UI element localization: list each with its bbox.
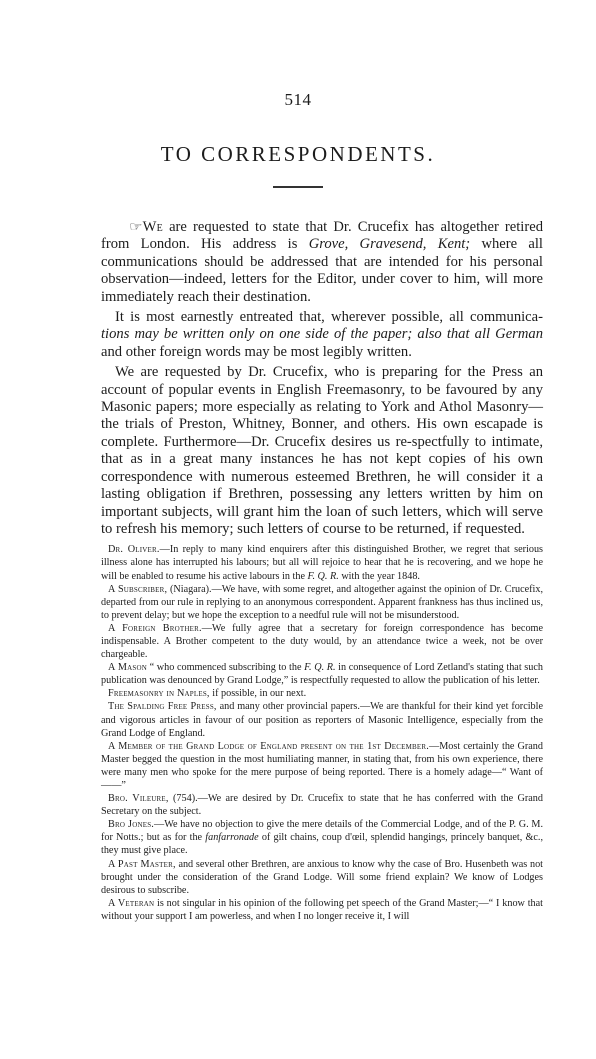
notice-item — [101, 583, 543, 622]
notice-text-tail: in consequence of Lord Zetland's stating that such publication was denounced by Grand Lodge,” is respectfully requested to allow the publication of his letter. — [101, 662, 543, 687]
notice-heading: Bro. Vileure, — [108, 793, 169, 805]
paragraph-text: and other foreign words may be most legibly written. — [101, 343, 412, 360]
title-rule — [273, 186, 323, 188]
notice-item — [101, 622, 543, 661]
notice-item — [101, 661, 543, 687]
notice-heading: A Veteran — [108, 897, 155, 909]
notice-heading: A Foreign Brother. — [108, 622, 202, 634]
paragraph-lead-word: We — [142, 219, 163, 235]
paragraph-retirement-notice — [101, 218, 543, 306]
notice-text: and many other provincial papers.—We are thankful for their kind yet forcible and vigorous articles in favour of our position as reporters of Masonic Intelligence, especially from the Grand Lodge of England. — [101, 701, 543, 739]
emphasis-text: tions may be written only on one side of the paper; also that all German — [101, 326, 543, 343]
notice-item — [101, 700, 543, 739]
paragraph-writing-request — [101, 309, 543, 361]
notice-text: —We fully agree that a secretary for foreign correspondence has become indispensable. A Brother competent to the duty would, by an attendance twice a week, not be over chargeable. — [101, 622, 543, 661]
notice-text-tail: of gilt chains, coup d'œil, splendid hangings, princely banquet, &c., they must give place. — [101, 832, 543, 857]
notice-item — [101, 818, 543, 857]
address-text: Grove, Gravesend, Kent; — [308, 236, 471, 253]
notice-text: is not singular in his opinion of the following pet speech of the Grand Master;—“ I know that without your support I am powerless, and when I no longer receive it, I will — [101, 897, 543, 922]
notice-heading: Bro Jones. — [108, 819, 155, 831]
notice-text: —We have no objection to give the mere details of the Commercial Lodge, and of the P. G. M. for Notts.; but as for the — [101, 819, 543, 844]
notice-text: —In reply to many kind enquirers after this distinguished Brother, we regret that serious illness alone has interrupted his labours; but all will rejoice to hear that he is recovering, and we hope he will be enabled to resume his active labours in the — [101, 544, 544, 582]
notice-text-tail: with the year 1848. — [338, 570, 420, 582]
notice-emphasis: F. Q. R. — [307, 570, 339, 582]
notice-emphasis: F. Q. R. — [304, 662, 336, 674]
pointing-hand-icon: ☞ — [129, 219, 143, 234]
paragraph-text: We are requested by Dr. Crucefix, who is preparing for the Press an account of popular events in English Freemasonry, to be favoured by any Masonic papers; more especially as relating to York and Athol Masonry—the trials of Preston, Whitney, Bonner, and others. His own escapade is complete. Furthermore—Dr. Crucefix desires us re-spectfully to intimate, that as in a great many instances he has not kept copies of his own correspondence with numerous esteemed Brethren, he will consider it a lasting obligation if Brethren, possessing any letters written by him on important subjects, will grant him the loan of such letters, which will serve to refresh his memory; such letters of course to be returned, if requested. — [101, 364, 543, 537]
notice-text: (754).—We are desired by Dr. Crucefix to state that he has conferred with the Grand Secretary on the subject. — [101, 793, 543, 818]
paragraph-press-request — [101, 364, 543, 538]
notice-item — [101, 897, 543, 923]
paragraph-text: where all communications should be addressed that are intended for his personal observation—indeed, letters for the Editor, under cover to him, will more immediately reach their destination. — [101, 236, 543, 305]
correspondent-notices — [101, 543, 543, 923]
notice-heading: A Past Master, — [108, 858, 176, 870]
notice-heading: A Member of the Grand Lodge of England present on the 1st December. — [108, 740, 430, 752]
paragraph-text: are requested to state that Dr. Crucefix has altogether retired from London. His address is — [101, 219, 543, 253]
notice-heading: The Spalding Free Press, — [108, 701, 217, 713]
notice-item — [101, 858, 543, 897]
paragraph-text: It is most earnestly entreated that, wherever possible, all communica- — [115, 309, 543, 326]
page-title: TO CORRESPONDENTS. — [160, 142, 436, 166]
notice-heading: Dr. Oliver. — [108, 544, 160, 556]
notice-item — [101, 740, 543, 792]
notice-text: —Most certainly the Grand Master begged the question in the most humiliating manner, in stating that, from his own experience, there were many men who spoke for the mere purpose of being reported. There is a homely adage—“ Want of ——” — [101, 740, 543, 791]
notice-item — [101, 543, 543, 582]
notice-heading: A Mason — [108, 662, 147, 674]
notice-text: (Niagara).—We have, with some regret, and altogether against the opinion of Dr. Crucefix, departed from our rule in replying to an anonymous correspondent. Apparent frankness has thus inclined us, to prevent delay; but we hope the exception to a needful rule will not be misunderstood. — [101, 583, 543, 621]
notice-item — [101, 792, 543, 818]
notice-emphasis: fanfarronade — [205, 832, 259, 844]
page-number: 514 — [284, 90, 312, 109]
notice-text: if possible, in our next. — [209, 688, 307, 700]
notice-heading: Freemasonry in Naples, — [108, 688, 210, 700]
notice-item — [101, 687, 543, 700]
notice-text: “ who commenced subscribing to the — [146, 662, 305, 674]
notice-heading: A Subscriber, — [108, 583, 168, 595]
article-body — [101, 218, 543, 923]
notice-text: and several other Brethren, are anxious to know why the case of Bro. Husenbeth was not brought under the consideration of the Grand Lodge. Will some friend explain? We know of Lodges desirous to subscribe. — [101, 858, 543, 896]
